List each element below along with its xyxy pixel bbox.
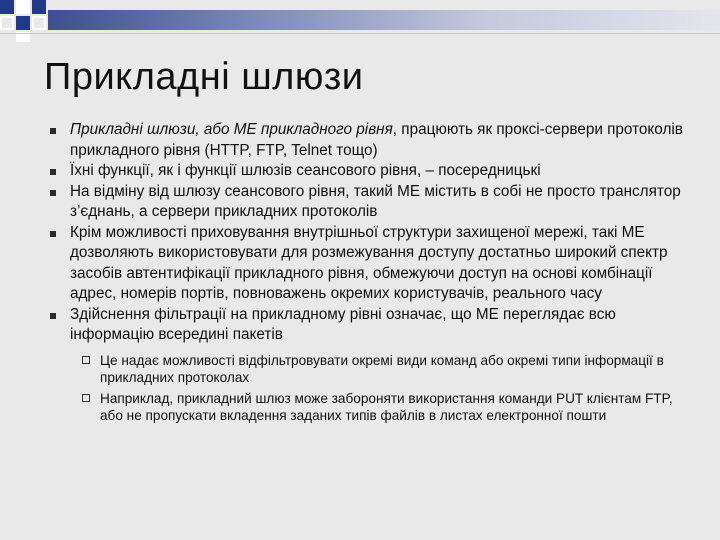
square-bullet-icon [50, 128, 56, 134]
hollow-square-bullet-icon [82, 394, 90, 402]
decor-square-blue-2 [32, 0, 46, 14]
decor-square-outline-1 [0, 16, 14, 30]
sub-bullet-text: Наприклад, прикладний шлюз може забороняти використання команди PUT клієнтам FTP, або не пропускати вкладення заданих типів файлів в листах електронної пошти [100, 390, 673, 423]
header-divider [0, 33, 720, 34]
hollow-square-bullet-icon [82, 356, 90, 364]
decor-square-blue-3 [16, 16, 30, 30]
bullet-item [50, 161, 690, 182]
decor-square-outline-2 [32, 16, 46, 30]
square-bullet-icon [50, 231, 56, 237]
sub-bullet-text: Це надає можливості відфільтровувати окремі види команд або окремі типи інформації в прикладних протоколах [100, 352, 664, 385]
sub-bullet-item [82, 390, 690, 424]
bullet-text: Крім можливості приховування внутрішньої структури захищеної мережі, такі МЕ дозволяють використовувати для розмежування доступу достатньо широкий спектр засобів автентифікації прикладного рівня, обмежуючи доступ на основі комбінації адрес, номерів портів, повноважень окремих користувачів, реального часу [70, 223, 668, 302]
bullet-text: На відміну від шлюзу сеансового рівня, такий МЕ містить в собі не просто транслятор з’єднань, а сервери прикладних протоколів [70, 182, 681, 220]
bullet-item [50, 223, 690, 305]
square-bullet-icon [50, 190, 56, 196]
header-gradient-band [48, 10, 720, 30]
slide-title: Прикладні шлюзи [44, 56, 364, 98]
sub-bullet-list [70, 352, 690, 424]
slide-content [50, 120, 690, 428]
bullet-list [50, 120, 690, 424]
decor-square-blue-1 [0, 0, 14, 14]
square-bullet-icon [50, 169, 56, 175]
bullet-text: , працюють як проксі-сервери протоколів прикладного рівня (HTTP, FTP, Telnet тощо) [70, 121, 683, 159]
bullet-text: Здійснення фільтрації на прикладному рівні означає, що МЕ переглядає всю інформацію всередині пакетів [70, 305, 616, 343]
sub-bullet-item [82, 352, 690, 386]
bullet-text: Їхні функції, як і функції шлюзів сеансового рівня, – посередницькі [70, 162, 541, 179]
bullet-item [50, 305, 690, 424]
bullet-item [50, 182, 690, 223]
bullet-item [50, 120, 690, 161]
square-bullet-icon [50, 313, 56, 319]
bullet-italic-lead: Прикладні шлюзи, або МЕ прикладного рівня [70, 121, 393, 138]
decor-square-white-1 [16, 0, 30, 14]
